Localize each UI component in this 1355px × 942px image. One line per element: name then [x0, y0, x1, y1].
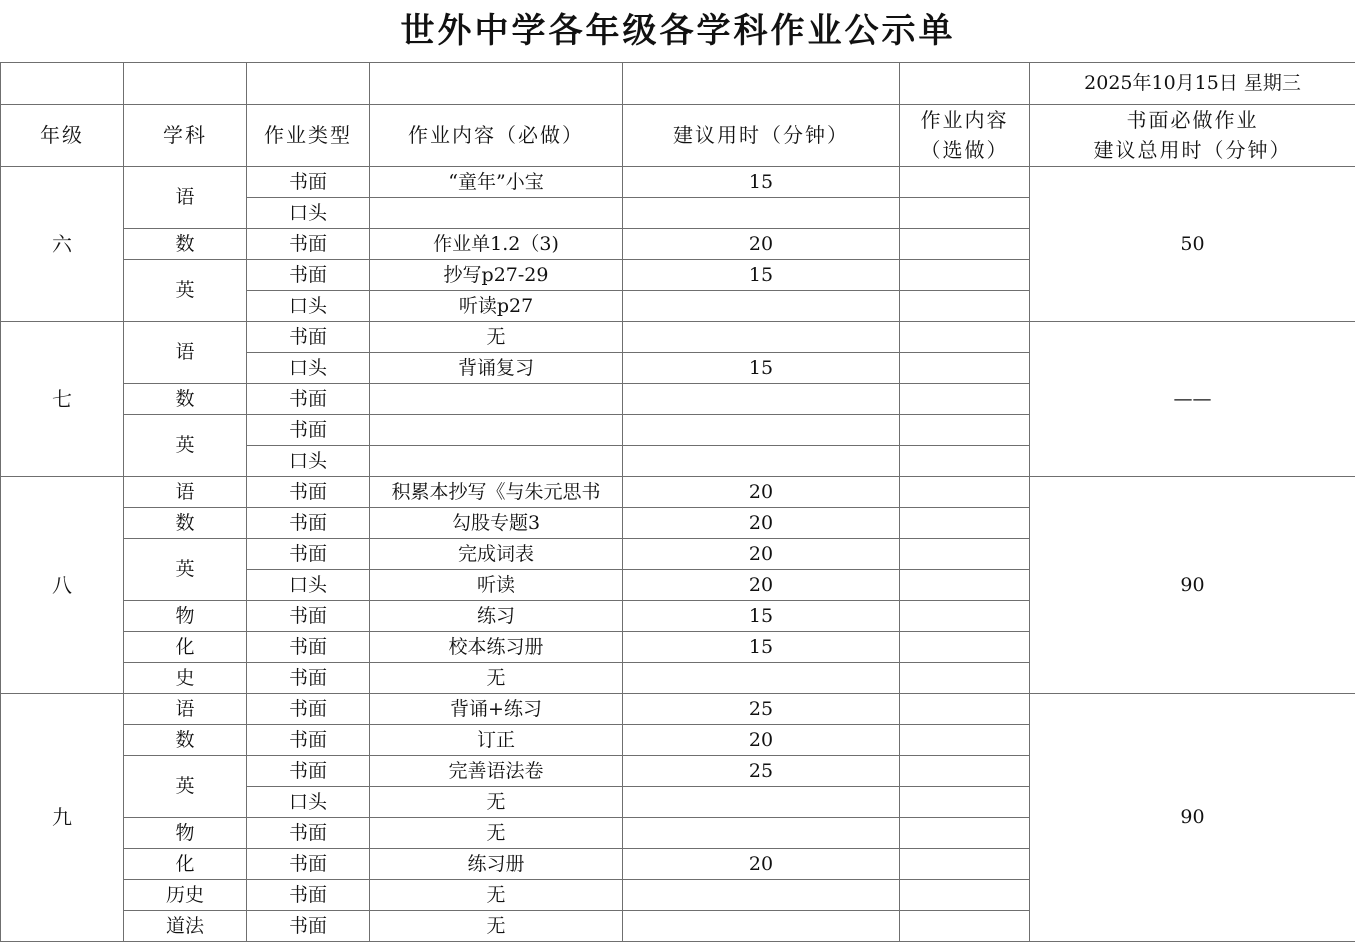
- type-cell: 口头: [247, 197, 370, 228]
- subject-cell: 英: [124, 538, 247, 600]
- subject-cell: 化: [124, 631, 247, 662]
- total-time-cell: 90: [1030, 476, 1355, 693]
- subject-cell: 英: [124, 755, 247, 817]
- optional-cell: [900, 383, 1030, 414]
- type-cell: 书面: [247, 383, 370, 414]
- type-cell: 口头: [247, 352, 370, 383]
- time-cell: 20: [623, 228, 900, 259]
- content-cell: 无: [370, 910, 623, 941]
- grade-cell: 八: [1, 476, 124, 693]
- optional-cell: [900, 569, 1030, 600]
- total-time-cell: ——: [1030, 321, 1355, 476]
- blank-cell: [623, 62, 900, 104]
- optional-cell: [900, 166, 1030, 197]
- total-time-cell: 90: [1030, 693, 1355, 941]
- type-cell: 口头: [247, 569, 370, 600]
- optional-cell: [900, 197, 1030, 228]
- total-time-cell: 50: [1030, 166, 1355, 321]
- time-cell: 15: [623, 631, 900, 662]
- content-cell: 听读p27: [370, 290, 623, 321]
- content-cell: [370, 197, 623, 228]
- date-label: 2025年10月15日 星期三: [1030, 62, 1355, 104]
- subject-cell: 英: [124, 414, 247, 476]
- header-total-line1: 书面必做作业: [1126, 108, 1259, 132]
- time-cell: [623, 321, 900, 352]
- content-cell: 作业单1.2（3): [370, 228, 623, 259]
- grade-cell: 九: [1, 693, 124, 941]
- content-cell: 无: [370, 662, 623, 693]
- optional-cell: [900, 817, 1030, 848]
- subject-cell: 语: [124, 693, 247, 724]
- table-row: [1, 166, 1355, 197]
- optional-cell: [900, 631, 1030, 662]
- time-cell: 15: [623, 259, 900, 290]
- header-optional: [900, 104, 1030, 166]
- time-cell: 20: [623, 538, 900, 569]
- content-cell: 积累本抄写《与朱元思书: [370, 476, 623, 507]
- optional-cell: [900, 259, 1030, 290]
- type-cell: 书面: [247, 228, 370, 259]
- subject-cell: 数: [124, 228, 247, 259]
- type-cell: 书面: [247, 600, 370, 631]
- optional-cell: [900, 290, 1030, 321]
- type-cell: 书面: [247, 817, 370, 848]
- subject-cell: 化: [124, 848, 247, 879]
- subject-cell: 史: [124, 662, 247, 693]
- time-cell: 15: [623, 352, 900, 383]
- type-cell: 口头: [247, 290, 370, 321]
- header-grade: 年级: [1, 104, 124, 166]
- page-title: 世外中学各年级各学科作业公示单: [1, 0, 1355, 62]
- time-cell: 20: [623, 569, 900, 600]
- blank-cell: [370, 62, 623, 104]
- subject-cell: 数: [124, 507, 247, 538]
- time-cell: 15: [623, 600, 900, 631]
- content-cell: “童年”小宝: [370, 166, 623, 197]
- type-cell: 口头: [247, 786, 370, 817]
- time-cell: 20: [623, 507, 900, 538]
- optional-cell: [900, 910, 1030, 941]
- subject-cell: 数: [124, 724, 247, 755]
- content-cell: 勾股专题3: [370, 507, 623, 538]
- optional-cell: [900, 228, 1030, 259]
- time-cell: 15: [623, 166, 900, 197]
- header-content: 作业内容（必做）: [370, 104, 623, 166]
- content-cell: [370, 383, 623, 414]
- subject-cell: 数: [124, 383, 247, 414]
- type-cell: 书面: [247, 259, 370, 290]
- optional-cell: [900, 321, 1030, 352]
- subject-cell: 语: [124, 476, 247, 507]
- optional-cell: [900, 879, 1030, 910]
- subject-cell: 物: [124, 600, 247, 631]
- type-cell: 书面: [247, 848, 370, 879]
- type-cell: 书面: [247, 414, 370, 445]
- time-cell: [623, 910, 900, 941]
- type-cell: 书面: [247, 724, 370, 755]
- type-cell: 书面: [247, 507, 370, 538]
- time-cell: [623, 879, 900, 910]
- content-cell: 完成词表: [370, 538, 623, 569]
- time-cell: [623, 290, 900, 321]
- type-cell: 书面: [247, 879, 370, 910]
- subject-cell: 道法: [124, 910, 247, 941]
- subject-cell: 历史: [124, 879, 247, 910]
- header-total-line2: 建议总用时（分钟）: [1093, 138, 1292, 162]
- table-row: [1, 476, 1355, 507]
- optional-cell: [900, 786, 1030, 817]
- subject-cell: 物: [124, 817, 247, 848]
- optional-cell: [900, 507, 1030, 538]
- header-type: 作业类型: [247, 104, 370, 166]
- header-total: [1030, 104, 1355, 166]
- type-cell: 书面: [247, 321, 370, 352]
- optional-cell: [900, 414, 1030, 445]
- content-cell: 背诵复习: [370, 352, 623, 383]
- content-cell: 无: [370, 817, 623, 848]
- subject-cell: 语: [124, 166, 247, 228]
- content-cell: 听读: [370, 569, 623, 600]
- time-cell: [623, 662, 900, 693]
- content-cell: 校本练习册: [370, 631, 623, 662]
- blank-cell: [247, 62, 370, 104]
- content-cell: 抄写p27-29: [370, 259, 623, 290]
- header-optional-line1: 作业内容: [920, 108, 1009, 132]
- content-cell: 无: [370, 321, 623, 352]
- time-cell: [623, 414, 900, 445]
- time-cell: [623, 445, 900, 476]
- content-cell: 无: [370, 786, 623, 817]
- time-cell: 20: [623, 724, 900, 755]
- time-cell: [623, 786, 900, 817]
- table-row: [1, 693, 1355, 724]
- content-cell: 无: [370, 879, 623, 910]
- optional-cell: [900, 755, 1030, 786]
- optional-cell: [900, 724, 1030, 755]
- grade-cell: 七: [1, 321, 124, 476]
- time-cell: 20: [623, 848, 900, 879]
- optional-cell: [900, 662, 1030, 693]
- blank-cell: [1, 62, 124, 104]
- optional-cell: [900, 476, 1030, 507]
- header-optional-line2: （选做）: [920, 138, 1009, 162]
- time-cell: 25: [623, 755, 900, 786]
- blank-cell: [900, 62, 1030, 104]
- content-cell: 背诵+练习: [370, 693, 623, 724]
- content-cell: 完善语法卷: [370, 755, 623, 786]
- type-cell: 书面: [247, 910, 370, 941]
- type-cell: 书面: [247, 755, 370, 786]
- optional-cell: [900, 445, 1030, 476]
- subject-cell: 英: [124, 259, 247, 321]
- content-cell: [370, 414, 623, 445]
- type-cell: 书面: [247, 538, 370, 569]
- time-cell: 20: [623, 476, 900, 507]
- time-cell: 25: [623, 693, 900, 724]
- type-cell: 书面: [247, 631, 370, 662]
- blank-cell: [124, 62, 247, 104]
- content-cell: [370, 445, 623, 476]
- time-cell: [623, 817, 900, 848]
- grade-cell: 六: [1, 166, 124, 321]
- type-cell: 书面: [247, 166, 370, 197]
- optional-cell: [900, 848, 1030, 879]
- type-cell: 口头: [247, 445, 370, 476]
- content-cell: 练习: [370, 600, 623, 631]
- type-cell: 书面: [247, 693, 370, 724]
- time-cell: [623, 383, 900, 414]
- content-cell: 练习册: [370, 848, 623, 879]
- optional-cell: [900, 538, 1030, 569]
- time-cell: [623, 197, 900, 228]
- optional-cell: [900, 693, 1030, 724]
- table-row: [1, 321, 1355, 352]
- type-cell: 书面: [247, 662, 370, 693]
- optional-cell: [900, 352, 1030, 383]
- type-cell: 书面: [247, 476, 370, 507]
- header-subject: 学科: [124, 104, 247, 166]
- subject-cell: 语: [124, 321, 247, 383]
- optional-cell: [900, 600, 1030, 631]
- header-time: 建议用时（分钟）: [623, 104, 900, 166]
- content-cell: 订正: [370, 724, 623, 755]
